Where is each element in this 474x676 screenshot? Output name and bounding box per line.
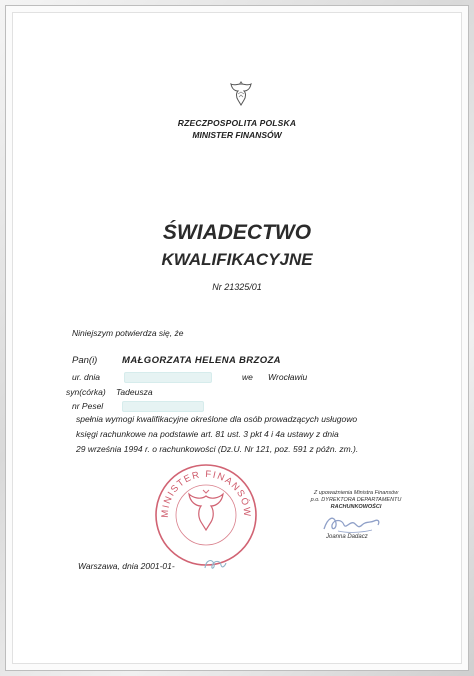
- certificate-subtitle: KWALIFIKACYJNE: [161, 250, 313, 269]
- name-value: MAŁGORZATA HELENA BRZOZA: [122, 355, 281, 366]
- date-stamp-mark: [202, 554, 228, 574]
- birthplace-label: we: [242, 372, 253, 382]
- body-line: spełnia wymogi kwalifikacyjne określone dla osób prowadzących usługowo: [76, 414, 358, 424]
- certificate-number: Nr 21325/01: [212, 282, 262, 292]
- body-line: księgi rachunkowe na podstawie art. 81 ust. 3 pkt 4 i 4a ustawy z dnia: [76, 429, 339, 439]
- parent-label: syn(córka): [66, 387, 106, 397]
- birthplace-value: Wrocławiu: [268, 372, 308, 382]
- certificate-title: ŚWIADECTWO: [162, 221, 312, 244]
- birth-date-label: ur. dnia: [72, 372, 101, 382]
- republic-heading: RZECZPOSPOLITA POLSKA: [177, 118, 297, 128]
- intro-text: Niniejszym potwierdza się, że: [72, 328, 184, 338]
- qualification-text: [76, 412, 436, 457]
- authority-department: RACHUNKOWOŚCI: [330, 504, 382, 510]
- authority-line: p.o. DYREKTORA DEPARTAMENTU: [310, 497, 402, 503]
- issue-date: Warszawa, dnia 2001-01-: [78, 561, 175, 571]
- redacted-pesel: [122, 401, 204, 412]
- parent-value: Tadeusza: [116, 387, 153, 397]
- signatory-name: Joanna Dadacz: [326, 534, 368, 540]
- certificate-paper: [5, 5, 469, 671]
- name-label: Pan(i): [72, 355, 98, 366]
- ministry-heading: MINISTER FINANSÓW: [192, 130, 282, 140]
- redacted-birth-date: [124, 372, 212, 383]
- polish-eagle-emblem: [228, 78, 254, 108]
- pesel-label: nr Pesel: [72, 401, 104, 411]
- seal-text: MINISTER FINANSÓW: [159, 468, 253, 519]
- signature-authority: [286, 490, 426, 511]
- authority-line: Z upoważnienia Ministra Finansów: [313, 490, 399, 496]
- body-line: 29 września 1994 r. o rachunkowości (Dz.U. Nr 121, poz. 591 z późn. zm.).: [76, 444, 359, 454]
